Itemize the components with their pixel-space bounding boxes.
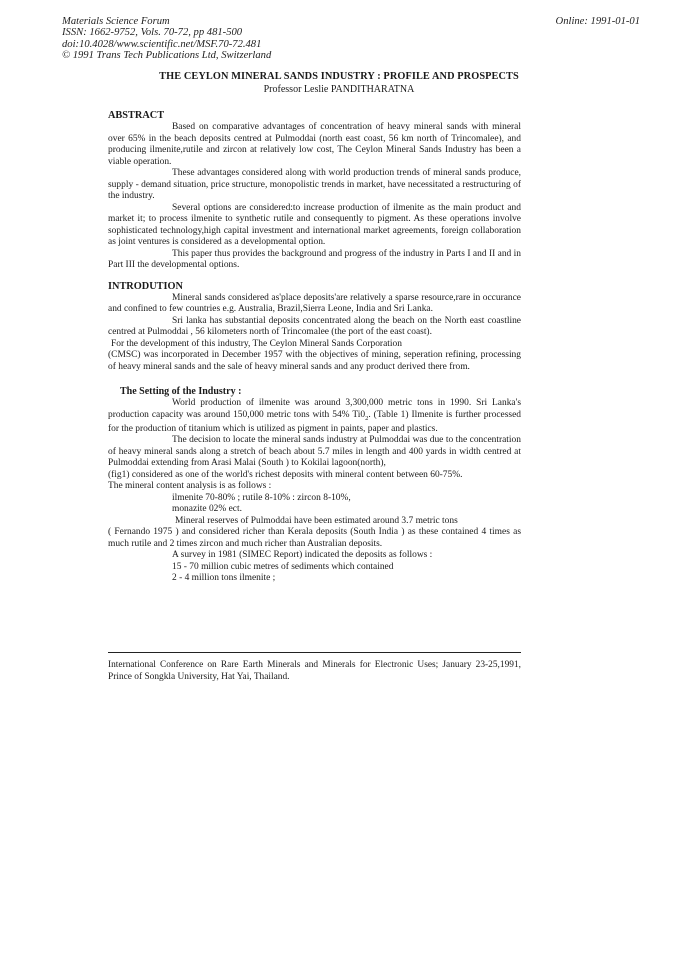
setting-paragraph: Mineral reserves of Pulmoddai have been estimated around 3.7 metric tons	[175, 515, 458, 526]
abstract-heading: ABSTRACT	[108, 110, 165, 121]
paper-title: THE CEYLON MINERAL SANDS INDUSTRY : PROFILE AND PROSPECTS	[159, 71, 519, 82]
introduction-heading: INTRODUTION	[108, 280, 183, 292]
online-date: Online: 1991-01-01	[555, 16, 640, 27]
issn-line: ISSN: 1662-9752, Vols. 70-72, pp 481-500	[62, 27, 243, 39]
journal-name: Materials Science Forum	[62, 16, 170, 27]
doi-line: doi:10.4028/www.scientific.net/MSF.70-72.481	[62, 38, 262, 50]
abstract-paragraph: Several options are considered:to increase production of ilmenite as the main product and market it; to process ilmenite to synthetic rutile and consequently to pigment. As these operations involve sophisticated technology,high capital investment and international market agreements, foreign collaboration as joint ventures is considered as a developmental option.	[108, 202, 521, 247]
setting-paragraph: ( Fernando 1975 ) and considered richer than Kerala deposits (South India ) as these contained 4 times as much rutile and 2 times zircon and much richer than Australian deposits.	[108, 527, 521, 549]
mineral-list-item: monazite 02% ect.	[172, 504, 242, 515]
copyright-line: © 1991 Trans Tech Publications Ltd, Switzerland	[62, 50, 272, 62]
setting-paragraph: The decision to locate the mineral sands industry at Pulmoddai was due to the concentration of heavy mineral sands along a stretch of beach about 5.7 miles in length and 400 yards in width centred at Pulmoddai extending from Arasi Malai (South ) to Kokilai lagoon(north),	[108, 435, 521, 469]
intro-paragraph: Sri lanka has substantial deposits concentrated along the beach on the North east coastline centred at Pulmoddai , 56 kilometers north of Trincomalee (the port of the east coast).	[108, 315, 521, 337]
intro-paragraph: (CMSC) was incorporated in December 1957 with the objectives of mining, seperation refining, processing of heavy mineral sands and the sale of heavy mineral sands and any product derived there from.	[108, 350, 521, 372]
abstract-paragraph: Based on comparative advantages of concentration of heavy mineral sands with mineral over 65% in the beach deposits centred at Pulmoddai (north east coast, 56 km north of Trincomalee), and producing ilmenite,rutile and zircon at relatively low cost, The Ceylon Mineral Sands Industry has been a viable operation.	[108, 122, 521, 167]
setting-heading: The Setting of the Industry :	[120, 386, 242, 397]
footnote-divider	[108, 652, 521, 653]
abstract-paragraph: These advantages considered along with world production trends of mineral sands produce, supply - demand situation, price structure, monopolistic trends in market, have necessitated a restructuring of the industry.	[108, 168, 521, 201]
mineral-list-item: ilmenite 70-80% ; rutile 8-10% : zircon 8-10%,	[172, 492, 351, 503]
setting-paragraph: World production of ilmenite was around 3,300,000 metric tons in 1990. Sri Lanka's production capacity was around 150,000 metric tons with 54% $Ti0_2$. (Table 1) Ilmenite is further processed for the production of titanium which is utilized as pigment in paints, paper and plastics.	[108, 398, 521, 434]
conference-footnote: International Conference on Rare Earth Minerals and Minerals for Electronic Uses; January 23-25,1991, Prince of Songkla University, Hat Yai, Thailand.	[108, 660, 521, 682]
setting-paragraph: (fig1) considered as one of the world's richest deposits with mineral content between 60-75%.	[108, 469, 463, 480]
survey-list-item: 2 - 4 million tons ilmenite ;	[172, 573, 276, 584]
journal-header	[62, 16, 271, 62]
setting-paragraph: The mineral content analysis is as follows :	[108, 481, 272, 492]
survey-list-item: 15 - 70 million cubic metres of sediments which contained	[172, 561, 394, 572]
intro-paragraph: For the development of this industry, The Ceylon Mineral Sands Corporation	[111, 338, 402, 349]
setting-paragraph: A survey in 1981 (SIMEC Report) indicated the deposits as follows :	[172, 550, 433, 561]
intro-paragraph: Mineral sands considered as'place deposits'are relatively a sparse resource,rare in occurance and confined to few countries e.g. Australia, Brazil,Sierra Leone, India and Sri Lanka.	[108, 292, 521, 314]
paper-author: Professor Leslie PANDITHARATNA	[263, 84, 415, 95]
abstract-paragraph: This paper thus provides the background and progress of the industry in Parts I and II and in Part III the developmental options.	[108, 248, 521, 270]
paper-body	[108, 110, 521, 585]
